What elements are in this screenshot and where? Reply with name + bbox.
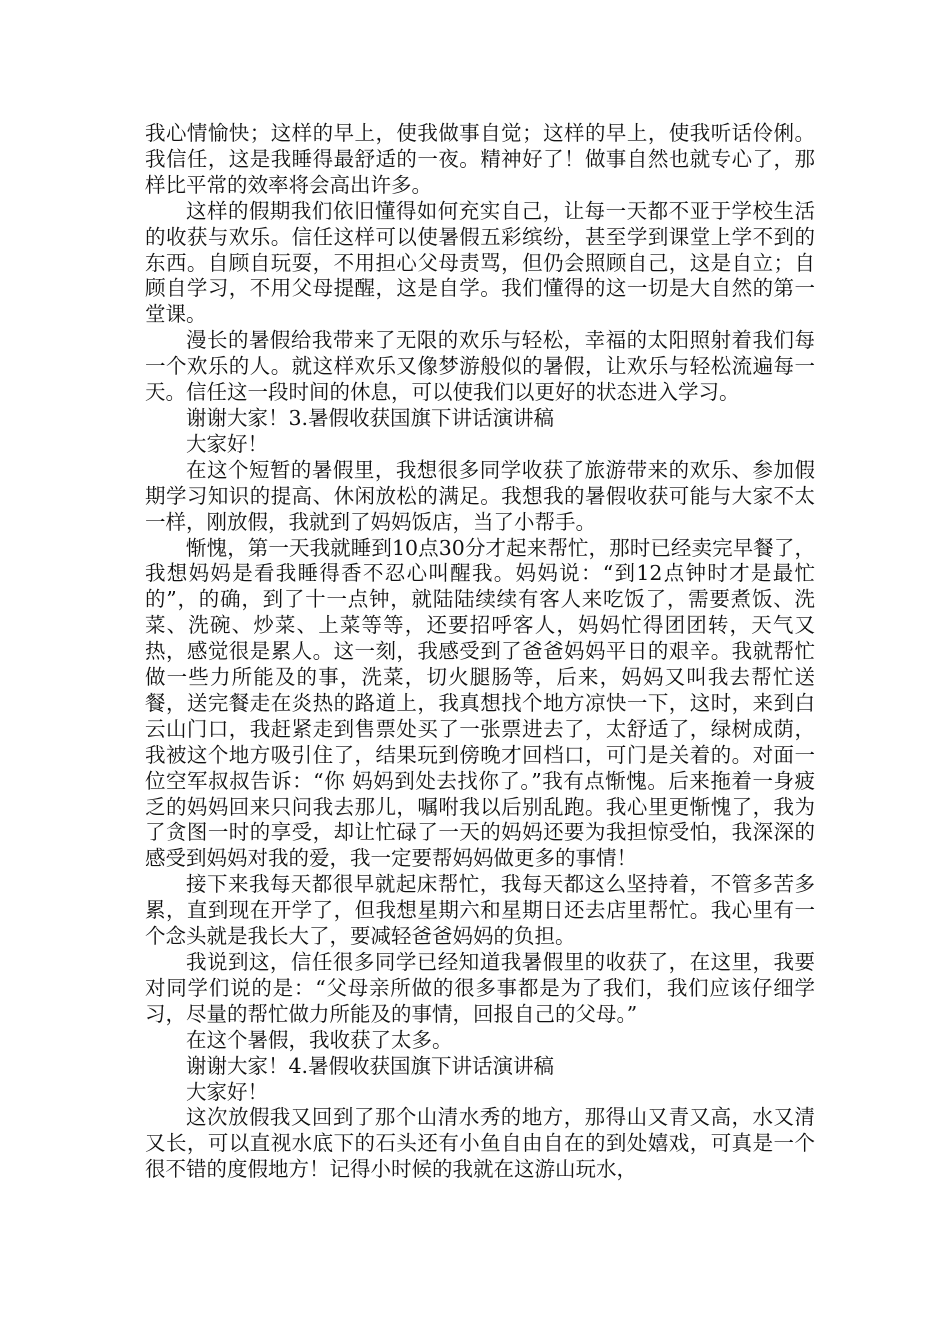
- paragraph-7: 我说到这，信任很多同学已经知道我暑假里的收获了，在这里，我要对同学们说的是：“父母亲所做的很多事都是为了我们，我们应该仔细学习，尽量的帮忙做力所能及的事情，回报自己的父母。”: [145, 950, 815, 1026]
- greeting-3: 大家好！: [186, 431, 268, 456]
- section-4-title: 谢谢大家！4.暑假收获国旗下讲话演讲稿: [186, 1053, 555, 1078]
- paragraph-3: 漫长的暑假给我带来了无限的欢乐与轻松，幸福的太阳照射着我们每一个欢乐的人。就这样欢乐又像梦游般似的暑假，让欢乐与轻松流遍每一天。信任这一段时间的休息，可以使我们以更好的状态进入学习。: [145, 328, 815, 405]
- section-3-title: 谢谢大家！3.暑假收获国旗下讲话演讲稿: [186, 405, 555, 430]
- greeting-4: 大家好！: [186, 1079, 268, 1104]
- paragraph-9: 这次放假我又回到了那个山清水秀的地方，那得山又青又高，水又清又长，可以直视水底下的石头还有小鱼自由自在的到处嬉戏，可真是一个很不错的度假地方！记得小时候的我就在这游山玩水，: [145, 1105, 815, 1182]
- paragraph-2: 这样的假期我们依旧懂得如何充实自己，让每一天都不亚于学校生活的收获与欢乐。信任这样可以使暑假五彩缤纷，甚至学到课堂上学不到的东西。自顾自玩耍，不用担心父母责骂，但仍会照顾自己，这是自立；自顾自学习，不用父母提醒，这是自学。我们懂得的这一切是大自然的第一堂课。: [145, 198, 815, 327]
- paragraph-8: 在这个暑假，我收获了太多。: [186, 1027, 453, 1052]
- paragraph-4: 在这个短暂的暑假里，我想很多同学收获了旅游带来的欢乐、参加假期学习知识的提高、休闲放松的满足。我想我的暑假收获可能与大家不太一样，刚放假，我就到了妈妈饭店，当了小帮手。: [145, 457, 815, 534]
- paragraph-6: 接下来我每天都很早就起床帮忙，我每天都这么坚持着，不管多苦多累，直到现在开学了，但我想星期六和星期日还去店里帮忙。我心里有一个念头就是我长大了，要减轻爸爸妈妈的负担。: [145, 872, 815, 949]
- paragraph-1: 我心情愉快；这样的早上，使我做事自觉；这样的早上，使我听话伶俐。我信任，这是我睡得最舒适的一夜。精神好了！做事自然也就专心了，那样比平常的效率将会高出许多。: [145, 121, 815, 197]
- paragraph-5: 惭愧，第一天我就睡到10点30分才起来帮忙，那时已经卖完早餐了，我想妈妈是看我睡得香不忍心叫醒我。妈妈说：“到12点钟时才是最忙的”，的确，到了十一点钟，就陆陆续续有客人来吃饭了，需要煮饭、洗菜、洗碗、炒菜、上菜等等，还要招呼客人，妈妈忙得团团转，天气又热，感觉很是累人。这一刻，我感受到了爸爸妈妈平日的艰辛。我就帮忙做一些力所能及的事，洗菜，切火腿肠等，后来，妈妈又叫我去帮忙送餐，送完餐走在炎热的路道上，我真想找个地方凉快一下，这时，来到白云山门口，我赶紧走到售票处买了一张票进去了，太舒适了，绿树成荫，我被这个地方吸引住了，结果玩到傍晚才回档口，可门是关着的。对面一位空军叔叔告诉：“你 妈妈到处去找你了。”我有点惭愧。后来拖着一身疲乏的妈妈回来只问我去那儿，嘱咐我以后别乱跑。我心里更惭愧了，我为了贪图一时的享受，却让忙碌了一天的妈妈还要为我担惊受怕，我深深的感受到妈妈对我的爱，我一定要帮妈妈做更多的事情！: [145, 535, 815, 871]
- document-body: [145, 121, 815, 1183]
